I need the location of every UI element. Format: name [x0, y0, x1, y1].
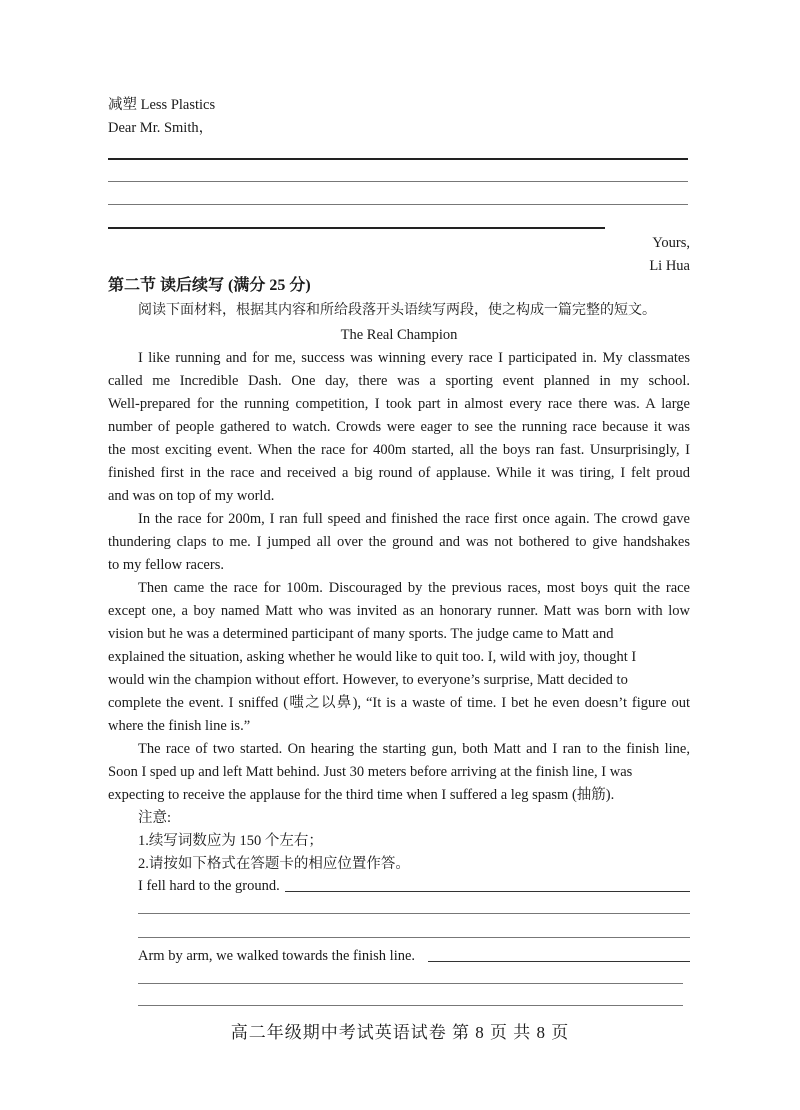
story-line: thundering claps to me. I jumped all over the ground and was not bothered to give handshakes: [108, 534, 690, 550]
notes-label: 注意:: [138, 810, 172, 826]
story-line: called me Incredible Dash. One day, there was a sporting event planned in my school.: [108, 373, 690, 389]
writing-line: [108, 227, 605, 229]
prompt-second: Arm by arm, we walked towards the finish line.: [138, 948, 416, 964]
story-line: to my fellow racers.: [108, 557, 224, 573]
page-footer: 高二年级期中考试英语试卷 第 8 页 共 8 页: [230, 1023, 570, 1042]
prompt-first: I fell hard to the ground.: [138, 878, 280, 894]
writing-line: [108, 181, 688, 182]
writing-line: [108, 158, 688, 160]
story-line: finished first in the race and received a big round of applause. While it was tiring, I felt proud: [108, 465, 690, 481]
writing-line: [138, 913, 690, 914]
story-line: where the finish line is.”: [108, 718, 251, 734]
writing-line: [138, 937, 690, 938]
notes-item: 2.请按如下格式在答题卡的相应位置作答。: [138, 856, 410, 872]
writing-line: [138, 983, 683, 984]
section-instruction: 阅读下面材料，根据其内容和所给段落开头语续写两段，使之构成一篇完整的短文。: [138, 303, 656, 318]
notes-item: 1.续写词数应为 150 个左右；: [138, 833, 323, 849]
writing-line: [138, 1005, 683, 1006]
letter-salutation: Dear Mr. Smith，: [108, 120, 214, 136]
story-line: In the race for 200m, I ran full speed and finished the race first once again. The crowd gave: [138, 511, 690, 527]
story-line: number of people gathered to watch. Crowds were eager to see the running race because it was: [108, 419, 690, 435]
story-title: The Real Champion: [340, 327, 458, 343]
letter-title: 减塑 Less Plastics: [108, 97, 216, 113]
story-line: the most exciting event. When the race for 400m started, all the boys ran fast. Unsurprisingly, I: [108, 442, 690, 458]
letter-closing: Yours,: [652, 235, 690, 251]
writing-line: [285, 891, 690, 892]
story-line: vision but he was a determined participant of many sports. The judge came to Matt and: [108, 626, 614, 642]
story-line: Well-prepared for the running competition, I took part in almost every race there was. A large: [108, 396, 690, 412]
story-line: I like running and for me, success was winning every race I participated in. My classmates: [138, 350, 690, 366]
story-line: except one, a boy named Matt who was invited as an honorary runner. Matt was born with low: [108, 603, 690, 619]
story-line: complete the event. I sniffed (嗤之以鼻), “It is a waste of time. I bet he even doesn’t figure out: [108, 695, 690, 711]
section-heading: 第二节 读后续写 (满分 25 分): [108, 277, 311, 294]
story-line: Then came the race for 100m. Discouraged by the previous races, most boys quit the race: [138, 580, 690, 596]
writing-line: [428, 961, 690, 962]
story-line: explained the situation, asking whether he would like to quit too. I, wild with joy, thought I: [108, 649, 637, 665]
story-line: The race of two started. On hearing the starting gun, both Matt and I ran to the finish line,: [138, 741, 690, 757]
writing-line: [108, 204, 688, 205]
letter-signature: Li Hua: [649, 258, 690, 274]
story-line: would win the champion without effort. However, to everyone’s surprise, Matt decided to: [108, 672, 628, 688]
story-line: expecting to receive the applause for the third time when I suffered a leg spasm (抽筋).: [108, 787, 615, 803]
story-line: Soon I sped up and left Matt behind. Just 30 meters before arriving at the finish line, I was: [108, 764, 633, 780]
story-line: and was on top of my world.: [108, 488, 275, 504]
